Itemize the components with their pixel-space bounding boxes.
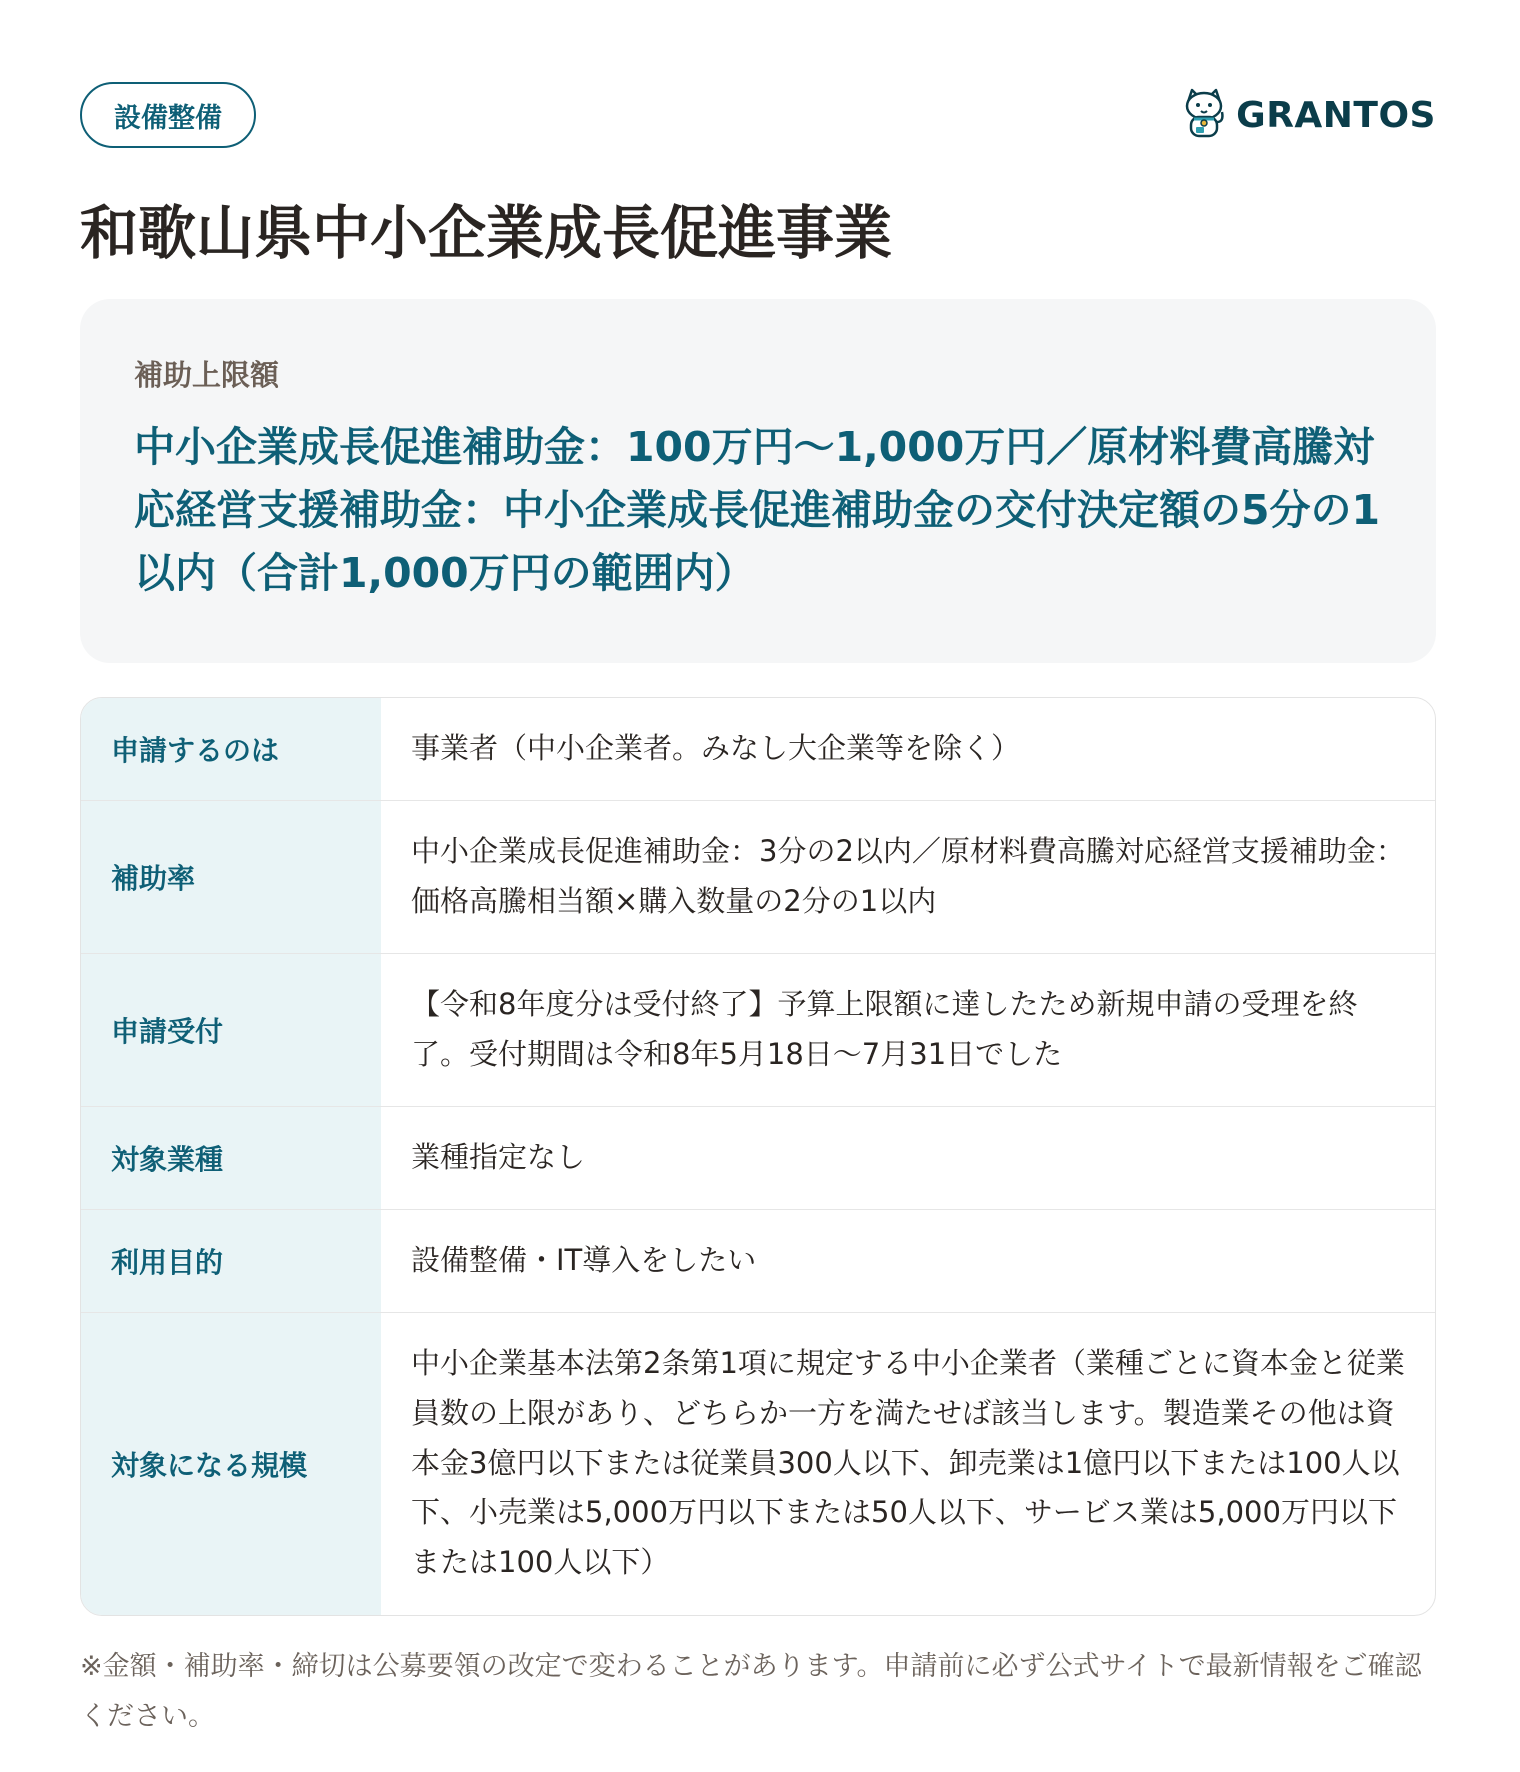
row-label: 対象業種 <box>81 1107 381 1209</box>
limit-box <box>80 299 1436 662</box>
row-value: 業種指定なし <box>411 1139 586 1174</box>
row-value: 中小企業成長促進補助金：3分の2以内／原材料費高騰対応経営支援補助金：価格高騰相当額×購入数量の2分の1以内 <box>411 833 1405 918</box>
table-row <box>81 953 1435 1106</box>
table-row <box>81 800 1435 953</box>
brand-name: GRANTOS <box>1236 94 1436 136</box>
header <box>80 80 1436 150</box>
info-table <box>80 697 1436 1616</box>
row-value: 【令和8年度分は受付終了】予算上限額に達したため新規申請の受理を終了。受付期間は令和8年5月18日〜7月31日でした <box>411 986 1358 1071</box>
row-value: 事業者（中小企業者。みなし大企業等を除く） <box>411 730 1021 765</box>
category-tag[interactable]: 設備整備 <box>80 82 256 148</box>
brand[interactable] <box>1182 86 1436 144</box>
table-row <box>81 1312 1435 1615</box>
row-label: 申請するのは <box>81 698 381 800</box>
table-row <box>81 1209 1435 1312</box>
table-row <box>81 1106 1435 1209</box>
limit-label: 補助上限額 <box>134 358 280 393</box>
page-title: 和歌山県中小企業成長促進事業 <box>80 199 893 267</box>
table-row <box>81 698 1435 800</box>
row-label: 申請受付 <box>81 954 381 1106</box>
row-label: 利用目的 <box>81 1210 381 1312</box>
row-label: 補助率 <box>81 801 381 953</box>
disclaimer-note: ※金額・補助率・締切は公募要領の改定で変わることがあります。申請前に必ず公式サイトで最新情報をご確認ください。 <box>80 1650 1422 1733</box>
page <box>80 80 1436 1743</box>
row-value: 設備整備・IT導入をしたい <box>411 1242 757 1277</box>
row-label: 対象になる規模 <box>81 1313 381 1615</box>
lucky-cat-icon <box>1182 86 1226 144</box>
limit-value: 中小企業成長促進補助金：100万円〜1,000万円／原材料費高騰対応経営支援補助金：中小企業成長促進補助金の交付決定額の5分の1以内（合計1,000万円の範囲内） <box>134 423 1381 597</box>
row-value: 中小企業基本法第2条第1項に規定する中小企業者（業種ごとに資本金と従業員数の上限があり、どちらか一方を満たせば該当します。製造業その他は資本金3億円以下または従業員300人以下、卸売業は1億円以下または100人以下、小売業は5,000万円以下または50人以下、サービス業は5,000万円以下または100人以下） <box>411 1345 1405 1580</box>
